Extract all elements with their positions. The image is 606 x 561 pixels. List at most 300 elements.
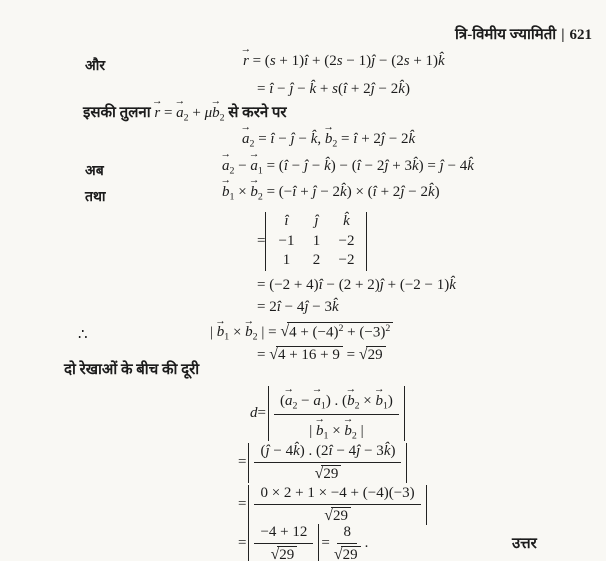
math-var: î: [304, 53, 309, 69]
subscript: 2: [183, 112, 189, 124]
header-separator: |: [561, 27, 565, 43]
subscript: 2: [219, 112, 225, 124]
math-text: − 4: [280, 299, 305, 315]
math-var: î: [372, 184, 377, 200]
sqrt: [315, 466, 342, 482]
math-text: − (2 + 2): [322, 277, 380, 293]
math-var: b: [212, 105, 220, 121]
math-text: − 4: [443, 158, 468, 174]
vector-arrow-icon: →: [342, 414, 354, 426]
math-text: 8: [343, 524, 351, 540]
math-var: a: [250, 158, 258, 174]
math-var: s: [332, 81, 338, 97]
math-text: −: [273, 81, 290, 97]
math-text: ) =: [418, 158, 440, 174]
math-var: k̂: [467, 158, 474, 174]
det-bar-right: [366, 212, 367, 271]
math-text: =: [257, 404, 266, 421]
fraction: [274, 385, 399, 442]
math-text: =: [254, 131, 271, 147]
math-var: k̂: [340, 184, 347, 200]
math-text: =: [238, 535, 247, 552]
superscript: 2: [385, 323, 391, 334]
vector-body: [373, 384, 385, 410]
chapter-title: त्रि-विमीय ज्यामिती: [455, 27, 557, 43]
side-label: और: [85, 59, 106, 74]
abs-bar-right: [318, 524, 319, 561]
math-var: μ: [204, 105, 213, 121]
vector-arrow-icon: →: [220, 175, 231, 187]
vector: [323, 122, 338, 150]
vector-body: [311, 384, 323, 410]
math-var: b: [375, 393, 383, 409]
math-var: k̂: [293, 443, 300, 459]
fraction: [254, 523, 313, 561]
math-text: ): [390, 443, 396, 459]
abs-content: [254, 442, 401, 484]
math-var: k̂: [309, 81, 317, 97]
abs-bar-right: [426, 485, 427, 525]
det-row: [271, 232, 361, 252]
math-text: = (−: [262, 184, 293, 200]
vector-arrow-icon: →: [314, 414, 326, 426]
eq-a2-b2: [240, 122, 416, 150]
math-var: ĵ: [265, 443, 270, 459]
fraction: [254, 442, 401, 484]
math-text: + (2: [308, 53, 337, 69]
radical-sign: √: [324, 507, 333, 525]
det-row: [271, 251, 361, 271]
abs-bar-left: [248, 524, 249, 561]
hindi-text: से करने पर: [224, 105, 287, 121]
math-var: ĵ: [400, 184, 405, 200]
math-text: +: [188, 105, 205, 121]
math-text: = 2: [257, 299, 277, 315]
side-label: ∴: [78, 327, 88, 343]
vector-arrow-icon: →: [323, 122, 334, 134]
vector-arrow-icon: →: [240, 122, 251, 134]
math-text: − (2: [375, 53, 404, 69]
math-text: −: [293, 81, 310, 97]
math-var: k̂: [310, 131, 318, 147]
math-text: −: [274, 131, 291, 147]
vector-body: [174, 96, 186, 122]
numerator: [274, 385, 399, 415]
math-var: î: [269, 81, 274, 97]
vector: [240, 44, 252, 70]
math-text: − 4: [269, 443, 294, 459]
determinant: [265, 211, 367, 272]
vector-arrow-icon: →: [220, 149, 231, 161]
superscript: 2: [338, 323, 344, 334]
math-var: ĵ: [439, 158, 444, 174]
math-var: a: [222, 158, 230, 174]
math-var: ĵ: [371, 53, 376, 69]
abs-bar-left: [248, 443, 249, 483]
math-text: |: [356, 422, 364, 439]
math-var: ĵ: [290, 131, 295, 147]
math-text: − 1): [342, 53, 372, 69]
hindi-text: इसकी तुलना: [83, 105, 155, 121]
section-distance-heading: [64, 362, 199, 379]
vector: [240, 122, 255, 150]
abs-bars: [248, 484, 426, 526]
vector-body: [220, 149, 231, 175]
subscript: 1: [257, 165, 263, 177]
subscript: 1: [320, 400, 326, 412]
denominator: [330, 544, 365, 561]
vector-body: [220, 175, 231, 201]
vector-body: [215, 315, 226, 341]
vector: [210, 96, 225, 124]
vector: [248, 175, 263, 203]
subscript: 2: [332, 138, 338, 150]
math-text: ) − (: [330, 158, 357, 174]
vector-body: [240, 44, 252, 70]
math-text: =: [342, 347, 359, 363]
math-var: s: [269, 53, 276, 69]
math-text: =: [238, 496, 247, 513]
subscript: 1: [323, 430, 329, 442]
math-var: s: [403, 53, 410, 69]
math-text: ,: [317, 131, 325, 147]
vector-body: [248, 175, 260, 201]
sqrt-content: [366, 346, 386, 364]
vector-arrow-icon: →: [210, 96, 222, 108]
math-text: 0 × 2 + 1 × −4 + (−4)(−3): [260, 485, 415, 501]
det-cell: −1: [278, 232, 295, 249]
magnitude-result: [257, 346, 386, 364]
det-cell: 1: [312, 232, 321, 249]
vector-body: [248, 149, 260, 175]
math-text: −4 + 12: [260, 524, 308, 540]
side-label: तथा: [85, 190, 106, 205]
math-text: =: [321, 535, 330, 552]
vector-arrow-icon: →: [248, 175, 260, 187]
math-var: ĵ: [356, 443, 361, 459]
math-var: b: [344, 422, 352, 439]
math-text: − 2: [316, 184, 341, 200]
radical-sign: √: [280, 323, 290, 341]
math-text: +: [296, 184, 313, 200]
math-text: +: [316, 81, 333, 97]
abs-bar-right: [404, 386, 405, 441]
distance-dot-product: [238, 484, 429, 526]
radical-sign: √: [314, 465, 324, 483]
math-text: − 2: [385, 131, 409, 147]
fraction: [254, 484, 420, 526]
vector: [311, 384, 326, 412]
magnitude-line: [210, 315, 393, 343]
math-text: + 2: [376, 184, 401, 200]
vector-arrow-icon: →: [248, 149, 260, 161]
math-var: a: [284, 393, 293, 409]
math-var: ĵ: [289, 81, 294, 97]
denominator: [267, 544, 302, 561]
math-text: =: [257, 347, 270, 363]
math-text: + 1): [275, 53, 305, 69]
math-text: .: [364, 535, 369, 552]
vector-arrow-icon: →: [373, 384, 385, 396]
denominator: [311, 463, 346, 483]
page-header: [455, 24, 592, 44]
vector-arrow-icon: →: [345, 384, 357, 396]
math-var: a: [313, 393, 321, 409]
subscript: 2: [229, 165, 235, 177]
det-expansion: [257, 277, 456, 294]
math-var: b: [245, 324, 253, 341]
det-cell: −2: [338, 232, 355, 249]
distance-result: [238, 523, 368, 561]
math-text: −: [297, 393, 314, 409]
math-var: b: [250, 184, 258, 200]
sqrt: [269, 347, 343, 363]
sqrt: [334, 547, 361, 561]
math-var: b: [324, 131, 333, 147]
math-text: = (: [248, 53, 270, 69]
math-var: î: [292, 184, 297, 200]
abs-content: [254, 523, 313, 561]
sqrt-content: [321, 465, 341, 483]
eq-r-line2: [240, 44, 445, 70]
math-text: − 2: [360, 158, 385, 174]
side-label: अब: [85, 164, 104, 179]
vector: [220, 175, 235, 203]
vector: [243, 315, 258, 343]
math-text: + 3: [388, 158, 412, 174]
sqrt: [324, 508, 351, 524]
math-text: (: [260, 443, 266, 459]
math-text: ): [434, 184, 440, 200]
math-text: 4 + 16 + 9: [277, 347, 340, 363]
abs-bars: [248, 442, 407, 484]
numerator: [254, 523, 313, 544]
math-var: k̂: [398, 81, 405, 97]
det-cell: −2: [338, 252, 355, 268]
math-var: r: [154, 105, 161, 121]
numerator: [254, 484, 420, 505]
math-text: −: [294, 131, 311, 147]
math-text: ) . (: [325, 393, 348, 409]
vector: [174, 96, 189, 124]
sqrt-content: [341, 546, 361, 561]
det-result: [257, 299, 339, 316]
math-text: (: [279, 393, 285, 409]
math-var: î: [283, 158, 288, 174]
math-var: î: [270, 131, 275, 147]
math-text: −: [287, 158, 304, 174]
denominator: [305, 415, 367, 442]
math-text: =: [257, 232, 266, 249]
fraction: [330, 523, 365, 561]
det-table: [266, 211, 366, 272]
radical-sign: √: [333, 546, 343, 561]
math-text: + 2: [347, 81, 371, 97]
math-var: b: [347, 393, 355, 409]
subscript: 1: [382, 400, 388, 412]
radical-sign: √: [269, 346, 278, 363]
subscript: 2: [351, 430, 357, 442]
math-var: k̂: [449, 277, 456, 293]
math-text: =: [160, 105, 177, 121]
math-text: | =: [257, 324, 281, 341]
math-text: + (−3): [343, 324, 386, 341]
math-var: î: [342, 81, 348, 97]
eq-b1-cross-b2: [220, 175, 440, 203]
vector-body: [243, 315, 255, 341]
hindi-text: दो रेखाओं के बीच की दूरी: [64, 362, 200, 378]
math-var: k̂: [383, 443, 391, 459]
math-text: 29: [367, 347, 383, 363]
vector: [345, 384, 360, 412]
radical-sign: √: [358, 346, 368, 363]
vector-body: [240, 122, 251, 148]
math-text: ): [387, 393, 393, 409]
math-text: |: [210, 324, 217, 341]
vector-arrow-icon: →: [243, 315, 255, 327]
subscript: 2: [252, 331, 258, 343]
math-var: ĵ: [384, 158, 389, 174]
abs-bar-left: [268, 386, 269, 441]
distance-substitution: [238, 442, 409, 484]
eq-r-line2-simplified: [257, 81, 410, 98]
math-var: r: [243, 53, 249, 69]
det-cell: k̂: [343, 213, 350, 229]
abs-bar-right: [406, 443, 407, 483]
math-var: a: [242, 131, 250, 147]
vector-body: [314, 414, 326, 440]
math-var: î: [276, 299, 281, 315]
abs-bars: [248, 523, 319, 561]
math-var: ĵ: [303, 158, 309, 174]
vector-body: [152, 96, 163, 122]
numerator: [337, 523, 357, 544]
abs-content: [254, 484, 420, 526]
math-var: ĵ: [380, 131, 386, 147]
math-text: ) × (: [346, 184, 373, 200]
math-var: k̂: [324, 158, 331, 174]
math-var: s: [336, 53, 343, 69]
math-text: ): [404, 81, 410, 97]
sqrt: [271, 547, 298, 561]
math-text: −: [234, 158, 251, 174]
abs-content: [274, 385, 399, 442]
vector-body: [210, 96, 222, 122]
subscript: 2: [249, 138, 255, 150]
abs-bars: [268, 385, 405, 442]
vector-body: [283, 384, 294, 410]
subscript: 2: [257, 191, 263, 203]
vector-arrow-icon: →: [240, 44, 252, 56]
math-text: ×: [328, 422, 345, 439]
compare-statement: [83, 96, 287, 124]
sqrt: [280, 324, 393, 340]
math-var: k̂: [438, 53, 445, 69]
math-text: = (−2 + 4): [257, 277, 319, 293]
sqrt-content: [277, 546, 297, 561]
math-text: ×: [359, 393, 376, 409]
math-text: |: [309, 422, 317, 439]
math-text: =: [238, 454, 247, 471]
numerator: [254, 442, 401, 463]
math-text: + 2: [357, 131, 381, 147]
math-text: 29: [332, 508, 348, 525]
math-var: b: [316, 422, 324, 439]
vector-arrow-icon: →: [215, 315, 226, 327]
eq-a2-minus-a1: [220, 149, 474, 177]
math-var: î: [318, 277, 323, 293]
math-text: =: [257, 81, 270, 97]
math-text: − 4: [332, 443, 357, 459]
vector: [215, 315, 230, 343]
math-text: − 2: [404, 184, 428, 200]
distance-formula: [250, 385, 407, 442]
math-text: 29: [279, 547, 295, 561]
answer-label: उत्तर: [512, 536, 537, 552]
math-var: ĵ: [379, 277, 384, 293]
det-cell: î: [284, 213, 289, 229]
abs-bar-left: [248, 485, 249, 525]
subscript: 2: [354, 400, 360, 412]
math-text: ) . (2: [299, 443, 329, 459]
vector-arrow-icon: →: [174, 96, 186, 108]
math-var: k̂: [412, 158, 419, 174]
vector-body: [342, 414, 354, 440]
math-text: + 1): [409, 53, 439, 69]
math-var: ĵ: [304, 299, 309, 315]
math-var: k̂: [427, 184, 435, 200]
math-var: î: [328, 443, 333, 459]
sqrt-content: [276, 346, 343, 364]
det-cell: 2: [312, 252, 321, 268]
math-var: î: [356, 158, 361, 174]
math-text: 29: [342, 547, 358, 561]
math-var: ĵ: [370, 81, 375, 97]
math-text: ×: [234, 184, 251, 200]
vector-body: [345, 384, 357, 410]
vector: [248, 149, 263, 177]
math-text: − 2: [374, 81, 399, 97]
math-text: (: [337, 81, 343, 97]
math-var: î: [353, 131, 358, 147]
math-var: k̂: [408, 131, 416, 147]
vector-arrow-icon: →: [152, 96, 163, 108]
subscript: 1: [224, 331, 230, 343]
det-row: [271, 212, 361, 232]
vector: [314, 414, 329, 442]
math-var: ĵ: [312, 184, 317, 200]
vector: [373, 384, 388, 412]
math-var: k̂: [332, 299, 339, 315]
vector: [220, 149, 235, 177]
sqrt-content: [287, 322, 393, 342]
vector: [283, 384, 298, 412]
math-text: = (: [262, 158, 284, 174]
math-var: b: [222, 184, 230, 200]
vector: [342, 414, 357, 442]
vector-body: [323, 122, 334, 148]
math-var: d: [250, 404, 258, 421]
vector-arrow-icon: →: [311, 384, 323, 396]
math-text: ×: [229, 324, 246, 341]
subscript: 2: [292, 400, 298, 412]
determinant-line: [257, 211, 367, 272]
math-text: =: [337, 131, 354, 147]
vector-arrow-icon: →: [283, 384, 294, 396]
subscript: 1: [229, 191, 235, 203]
math-text: + (−2 − 1): [383, 277, 450, 293]
sqrt: [359, 347, 386, 363]
